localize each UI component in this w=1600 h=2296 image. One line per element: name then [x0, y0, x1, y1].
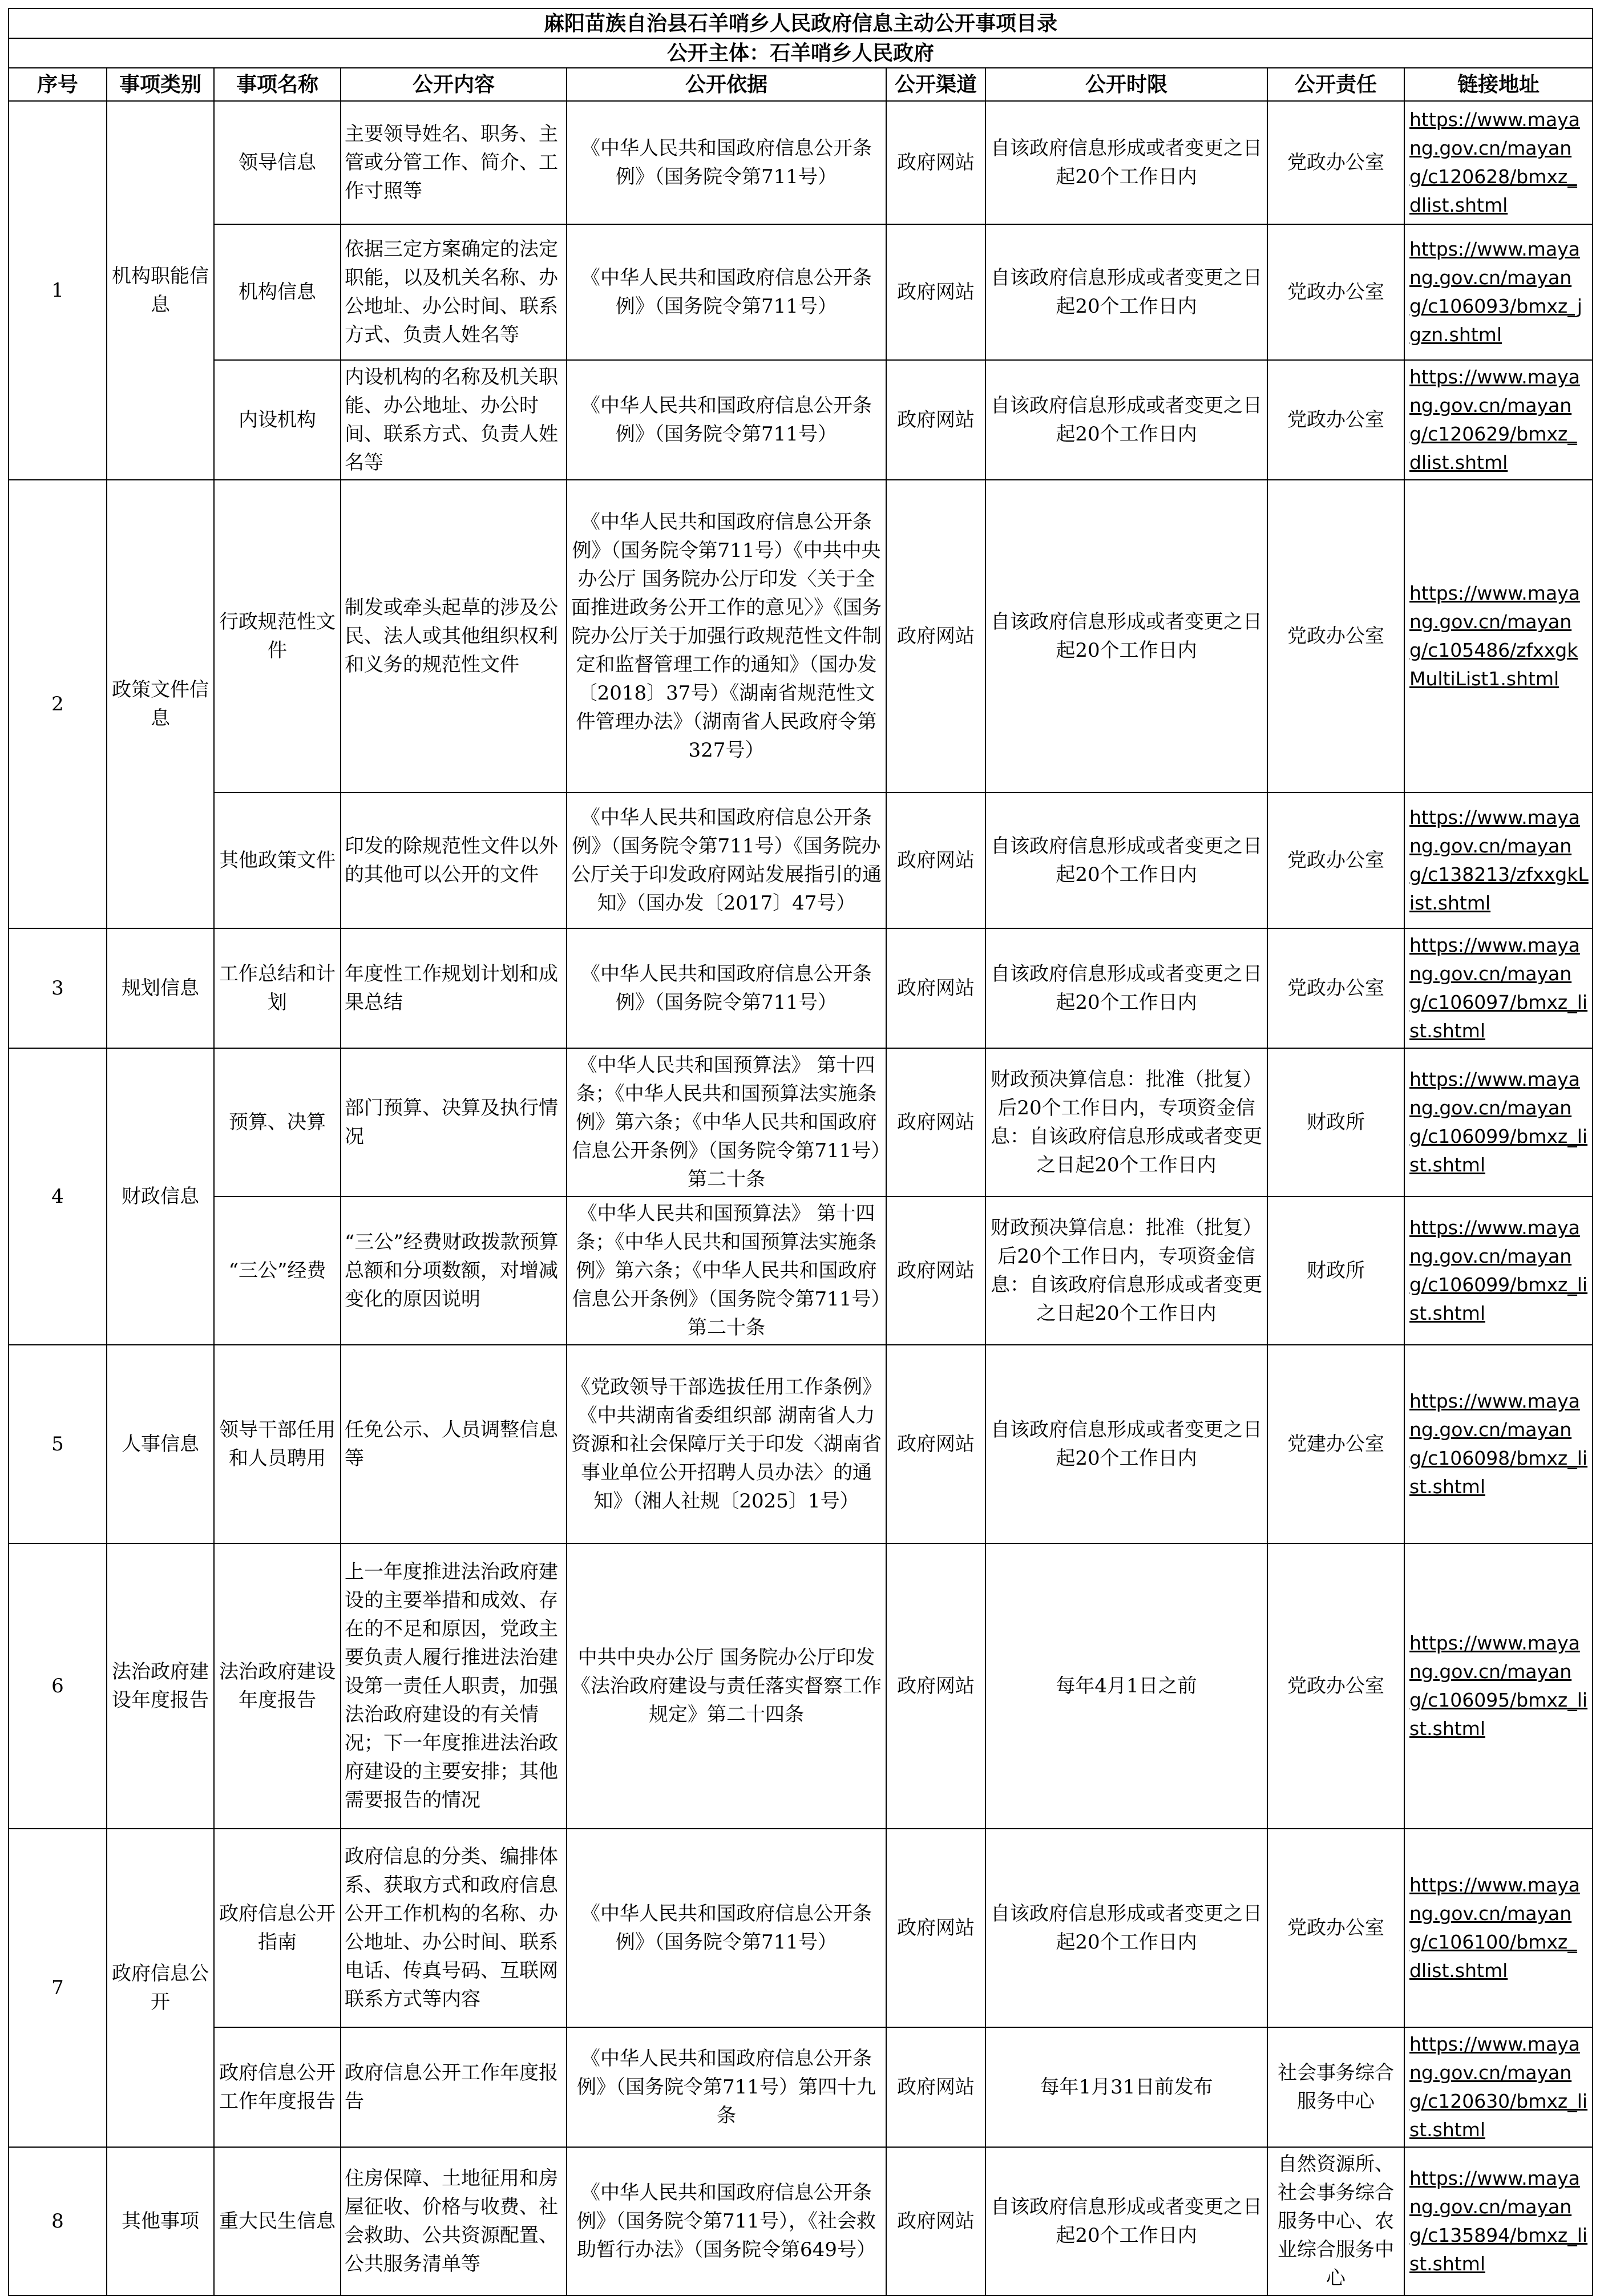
- cell-category: 规划信息: [107, 928, 214, 1048]
- cell-item-name: 其他政策文件: [214, 793, 341, 928]
- cell-basis: 《中华人民共和国政府信息公开条例》（国务院令第711号），《社会救助暂行办法》（国务院令第649号）: [567, 2147, 886, 2295]
- cell-duty: 财政所: [1267, 1048, 1404, 1196]
- cell-item-name: 机构信息: [214, 224, 341, 360]
- cell-channel: 政府网站: [886, 360, 985, 480]
- cell-basis: 《中华人民共和国预算法》 第十四条；《中华人民共和国预算法实施条例》第六条；《中华人民共和国政府信息公开条例》（国务院令第711号）第二十条: [567, 1196, 886, 1345]
- table-row: [9, 2147, 1593, 2295]
- header-cell-duty: 公开责任: [1267, 68, 1404, 101]
- header-cell-link: 链接地址: [1404, 68, 1593, 101]
- cell-category: 机构职能信息: [107, 101, 214, 480]
- cell-serial-no: 3: [9, 928, 107, 1048]
- cell-link[interactable]: https://www.mayang.gov.cn/mayang/c135894/bmxz_list.shtml: [1404, 2147, 1593, 2295]
- cell-item-name: 政府信息公开指南: [214, 1829, 341, 2027]
- cell-content: 主要领导姓名、职务、主管或分管工作、简介、工作寸照等: [341, 101, 567, 224]
- cell-basis: 《中华人民共和国政府信息公开条例》（国务院令第711号）: [567, 928, 886, 1048]
- cell-deadline: 自该政府信息形成或者变更之日起20个工作日内: [985, 793, 1267, 928]
- cell-deadline: 自该政府信息形成或者变更之日起20个工作日内: [985, 101, 1267, 224]
- header-cell-basis: 公开依据: [567, 68, 886, 101]
- cell-category: 政府信息公开: [107, 1829, 214, 2147]
- table-row: [9, 1543, 1593, 1829]
- cell-content: “三公”经费财政拨款预算总额和分项数额，对增减变化的原因说明: [341, 1196, 567, 1345]
- cell-basis: 《中华人民共和国政府信息公开条例》（国务院令第711号）: [567, 101, 886, 224]
- cell-duty: 党政办公室: [1267, 793, 1404, 928]
- cell-deadline: 自该政府信息形成或者变更之日起20个工作日内: [985, 1345, 1267, 1543]
- cell-content: 政府信息公开工作年度报告: [341, 2027, 567, 2147]
- cell-content: 年度性工作规划计划和成果总结: [341, 928, 567, 1048]
- cell-duty: 党政办公室: [1267, 224, 1404, 360]
- cell-link[interactable]: https://www.mayang.gov.cn/mayang/c120630/bmxz_list.shtml: [1404, 2027, 1593, 2147]
- cell-basis: 《党政领导干部选拔任用工作条例》《中共湖南省委组织部 湖南省人力资源和社会保障厅关于印发〈湖南省事业单位公开招聘人员办法〉的通知》（湘人社规〔2025〕1号）: [567, 1345, 886, 1543]
- cell-basis: 《中华人民共和国预算法》 第十四条；《中华人民共和国预算法实施条例》第六条；《中华人民共和国政府信息公开条例》（国务院令第711号）第二十条: [567, 1048, 886, 1196]
- cell-channel: 政府网站: [886, 2147, 985, 2295]
- cell-duty: 自然资源所、社会事务综合服务中心、农业综合服务中心: [1267, 2147, 1404, 2295]
- table-row: [9, 793, 1593, 928]
- cell-channel: 政府网站: [886, 793, 985, 928]
- cell-content: 任免公示、人员调整信息等: [341, 1345, 567, 1543]
- cell-deadline: 自该政府信息形成或者变更之日起20个工作日内: [985, 1829, 1267, 2027]
- cell-item-name: 重大民生信息: [214, 2147, 341, 2295]
- table-row: [9, 2027, 1593, 2147]
- cell-basis: 《中华人民共和国政府信息公开条例》（国务院令第711号）: [567, 360, 886, 480]
- cell-channel: 政府网站: [886, 1345, 985, 1543]
- cell-deadline: 财政预决算信息：批准（批复）后20个工作日内，专项资金信息：自该政府信息形成或者变更之日起20个工作日内: [985, 1196, 1267, 1345]
- table-row: [9, 360, 1593, 480]
- cell-link[interactable]: https://www.mayang.gov.cn/mayang/c120629/bmxz_dlist.shtml: [1404, 360, 1593, 480]
- cell-serial-no: 6: [9, 1543, 107, 1829]
- cell-serial-no: 8: [9, 2147, 107, 2295]
- cell-link[interactable]: https://www.mayang.gov.cn/mayang/c106097/bmxz_list.shtml: [1404, 928, 1593, 1048]
- header-cell-no: 序号: [9, 68, 107, 101]
- table-row: [9, 1345, 1593, 1543]
- cell-serial-no: 2: [9, 480, 107, 928]
- cell-category: 其他事项: [107, 2147, 214, 2295]
- cell-duty: 党政办公室: [1267, 1829, 1404, 2027]
- cell-content: 部门预算、决算及执行情况: [341, 1048, 567, 1196]
- cell-item-name: 政府信息公开工作年度报告: [214, 2027, 341, 2147]
- cell-content: 依据三定方案确定的法定职能，以及机关名称、办公地址、办公时间、联系方式、负责人姓名等: [341, 224, 567, 360]
- cell-item-name: 行政规范性文件: [214, 480, 341, 793]
- document-subtitle: 公开主体：石羊哨乡人民政府: [9, 38, 1593, 68]
- cell-item-name: 工作总结和计划: [214, 928, 341, 1048]
- cell-duty: 财政所: [1267, 1196, 1404, 1345]
- cell-duty: 党政办公室: [1267, 480, 1404, 793]
- cell-channel: 政府网站: [886, 928, 985, 1048]
- cell-deadline: 自该政府信息形成或者变更之日起20个工作日内: [985, 224, 1267, 360]
- cell-content: 上一年度推进法治政府建设的主要举措和成效、存在的不足和原因，党政主要负责人履行推进法治建设第一责任人职责，加强法治政府建设的有关情况；下一年度推进法治政府建设的主要安排；其他需要报告的情况: [341, 1543, 567, 1829]
- cell-basis: 《中华人民共和国政府信息公开条例》（国务院令第711号）: [567, 1829, 886, 2027]
- cell-link[interactable]: https://www.mayang.gov.cn/mayang/c138213/zfxxgkList.shtml: [1404, 793, 1593, 928]
- cell-channel: 政府网站: [886, 1829, 985, 2027]
- cell-duty: 党政办公室: [1267, 928, 1404, 1048]
- cell-serial-no: 7: [9, 1829, 107, 2147]
- cell-deadline: 每年4月1日之前: [985, 1543, 1267, 1829]
- cell-channel: 政府网站: [886, 1048, 985, 1196]
- cell-deadline: 自该政府信息形成或者变更之日起20个工作日内: [985, 2147, 1267, 2295]
- cell-channel: 政府网站: [886, 1543, 985, 1829]
- cell-serial-no: 5: [9, 1345, 107, 1543]
- table-row: [9, 1048, 1593, 1196]
- cell-deadline: 财政预决算信息：批准（批复）后20个工作日内，专项资金信息：自该政府信息形成或者变更之日起20个工作日内: [985, 1048, 1267, 1196]
- disclosure-catalog-table: [8, 8, 1593, 2296]
- header-cell-content: 公开内容: [341, 68, 567, 101]
- cell-deadline: 自该政府信息形成或者变更之日起20个工作日内: [985, 480, 1267, 793]
- cell-link[interactable]: https://www.mayang.gov.cn/mayang/c106095/bmxz_list.shtml: [1404, 1543, 1593, 1829]
- cell-content: 住房保障、土地征用和房屋征收、价格与收费、社会救助、公共资源配置、公共服务清单等: [341, 2147, 567, 2295]
- cell-item-name: 领导干部任用和人员聘用: [214, 1345, 341, 1543]
- header-cell-category: 事项类别: [107, 68, 214, 101]
- table-row: [9, 1196, 1593, 1345]
- cell-item-name: “三公”经费: [214, 1196, 341, 1345]
- cell-basis: 《中华人民共和国政府信息公开条例》（国务院令第711号）《中共中央办公厅 国务院办公厅印发〈关于全面推进政务公开工作的意见〉》《国务院办公厅关于加强行政规范性文件制定和监督管理工作的通知》（国办发〔2018〕37号）《湖南省规范性文件管理办法》（湖南省人民政府令第327号）: [567, 480, 886, 793]
- cell-channel: 政府网站: [886, 2027, 985, 2147]
- cell-channel: 政府网站: [886, 101, 985, 224]
- header-cell-name: 事项名称: [214, 68, 341, 101]
- cell-serial-no: 4: [9, 1048, 107, 1345]
- cell-link[interactable]: https://www.mayang.gov.cn/mayang/c106099/bmxz_list.shtml: [1404, 1196, 1593, 1345]
- cell-category: 政策文件信息: [107, 480, 214, 928]
- cell-basis: 中共中央办公厅 国务院办公厅印发《法治政府建设与责任落实督察工作规定》第二十四条: [567, 1543, 886, 1829]
- cell-content: 制发或牵头起草的涉及公民、法人或其他组织权利和义务的规范性文件: [341, 480, 567, 793]
- cell-category: 财政信息: [107, 1048, 214, 1345]
- cell-link[interactable]: https://www.mayang.gov.cn/mayang/c106099/bmxz_list.shtml: [1404, 1048, 1593, 1196]
- header-cell-channel: 公开渠道: [886, 68, 985, 101]
- cell-category: 法治政府建设年度报告: [107, 1543, 214, 1829]
- cell-deadline: 自该政府信息形成或者变更之日起20个工作日内: [985, 928, 1267, 1048]
- cell-serial-no: 1: [9, 101, 107, 480]
- cell-content: 内设机构的名称及机关职能、办公地址、办公时间、联系方式、负责人姓名等: [341, 360, 567, 480]
- cell-deadline: 自该政府信息形成或者变更之日起20个工作日内: [985, 360, 1267, 480]
- cell-deadline: 每年1月31日前发布: [985, 2027, 1267, 2147]
- cell-link[interactable]: https://www.mayang.gov.cn/mayang/c106100/bmxz_dlist.shtml: [1404, 1829, 1593, 2027]
- table-row: [9, 480, 1593, 793]
- table-row: [9, 224, 1593, 360]
- cell-duty: 党建办公室: [1267, 1345, 1404, 1543]
- table-row: [9, 1829, 1593, 2027]
- cell-link[interactable]: https://www.mayang.gov.cn/mayang/c106098/bmxz_list.shtml: [1404, 1345, 1593, 1543]
- cell-item-name: 领导信息: [214, 101, 341, 224]
- cell-content: 政府信息的分类、编排体系、获取方式和政府信息公开工作机构的名称、办公地址、办公时间、联系电话、传真号码、互联网联系方式等内容: [341, 1829, 567, 2027]
- cell-duty: 党政办公室: [1267, 360, 1404, 480]
- cell-link[interactable]: https://www.mayang.gov.cn/mayang/c105486/zfxxgkMultiList1.shtml: [1404, 480, 1593, 793]
- table-row: [9, 928, 1593, 1048]
- cell-duty: 党政办公室: [1267, 1543, 1404, 1829]
- cell-item-name: 预算、决算: [214, 1048, 341, 1196]
- cell-duty: 社会事务综合服务中心: [1267, 2027, 1404, 2147]
- cell-item-name: 法治政府建设年度报告: [214, 1543, 341, 1829]
- cell-channel: 政府网站: [886, 1196, 985, 1345]
- cell-item-name: 内设机构: [214, 360, 341, 480]
- document-title: 麻阳苗族自治县石羊哨乡人民政府信息主动公开事项目录: [9, 9, 1593, 38]
- cell-channel: 政府网站: [886, 480, 985, 793]
- cell-basis: 《中华人民共和国政府信息公开条例》（国务院令第711号）第四十九条: [567, 2027, 886, 2147]
- cell-link[interactable]: https://www.mayang.gov.cn/mayang/c106093/bmxz_jgzn.shtml: [1404, 224, 1593, 360]
- cell-channel: 政府网站: [886, 224, 985, 360]
- cell-content: 印发的除规范性文件以外的其他可以公开的文件: [341, 793, 567, 928]
- header-row: [9, 68, 1593, 101]
- cell-basis: 《中华人民共和国政府信息公开条例》（国务院令第711号）: [567, 224, 886, 360]
- cell-basis: 《中华人民共和国政府信息公开条例》（国务院令第711号）《国务院办公厅关于印发政府网站发展指引的通知》（国办发〔2017〕47号）: [567, 793, 886, 928]
- table-row: [9, 101, 1593, 224]
- cell-category: 人事信息: [107, 1345, 214, 1543]
- cell-link[interactable]: https://www.mayang.gov.cn/mayang/c120628/bmxz_dlist.shtml: [1404, 101, 1593, 224]
- cell-duty: 党政办公室: [1267, 101, 1404, 224]
- header-cell-deadline: 公开时限: [985, 68, 1267, 101]
